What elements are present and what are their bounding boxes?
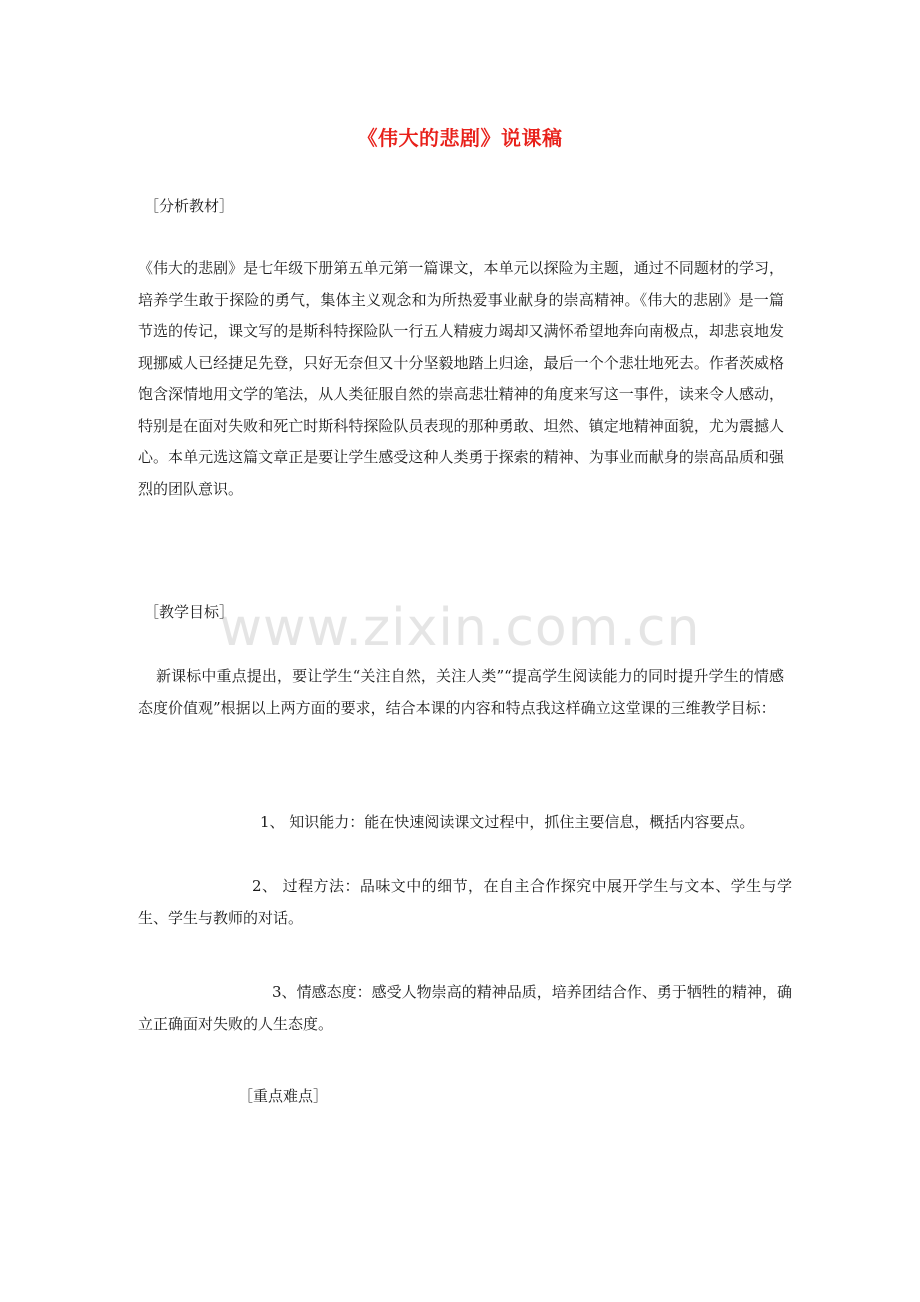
section-heading-objectives: ［教学目标］ bbox=[144, 603, 235, 621]
objective-item-2: 2、 过程方法：品味文中的细节，在自主合作探究中展开学生与文本、学生与学生、学生与教师的对话。 bbox=[138, 877, 792, 927]
analysis-paragraph: 《伟大的悲剧》是七年级下册第五单元第一篇课文，本单元以探险为主题，通过不同题材的学习，培养学生敢于探险的勇气，集体主义观念和为所热爱事业献身的崇高精神。《伟大的悲剧》是一篇节选的传记，课文写的是斯科特探险队一行五人精疲力竭却又满怀希望地奔向南极点，却悲哀地发现挪威人已经捷足先登，只好无奈但又十分坚毅地踏上归途，最后一个个悲壮地死去。作者茨威格饱含深情地用文学的笔法，从人类征服自然的崇高悲壮精神的角度来写这一事件，读来令人感动，特别是在面对失败和死亡时斯科特探险队员表现的那种勇敢、坦然、镇定地精神面貌，尤为震撼人心。本单元选这篇文章正是要让学生感受这种人类勇于探索的精神、为事业而献身的崇高品质和强烈的团队意识。 bbox=[138, 259, 784, 498]
objectives-paragraph: 新课标中重点提出，要让学生“关注自然，关注人类”“提高学生阅读能力的同时提升学生的情感态度价值观”根据以上两方面的要求，结合本课的内容和特点我这样确立这堂课的三维教学目标： bbox=[138, 667, 784, 717]
objective-item-1: 1、 知识能力：能在快速阅读课文过程中，抓住主要信息，概括内容要点。 bbox=[260, 813, 755, 831]
section-heading-analysis: ［分析教材］ bbox=[144, 197, 235, 215]
objective-item-3: 3、情感态度：感受人物崇高的精神品质，培养团结合作、勇于牺牲的精神，确立正确面对失败的人生态度。 bbox=[138, 983, 792, 1033]
document-title: 《伟大的悲剧》说课稿 bbox=[357, 126, 563, 150]
watermark: www.zixin.com.cn bbox=[219, 598, 701, 658]
section-heading-key-points: ［重点难点］ bbox=[238, 1087, 329, 1105]
